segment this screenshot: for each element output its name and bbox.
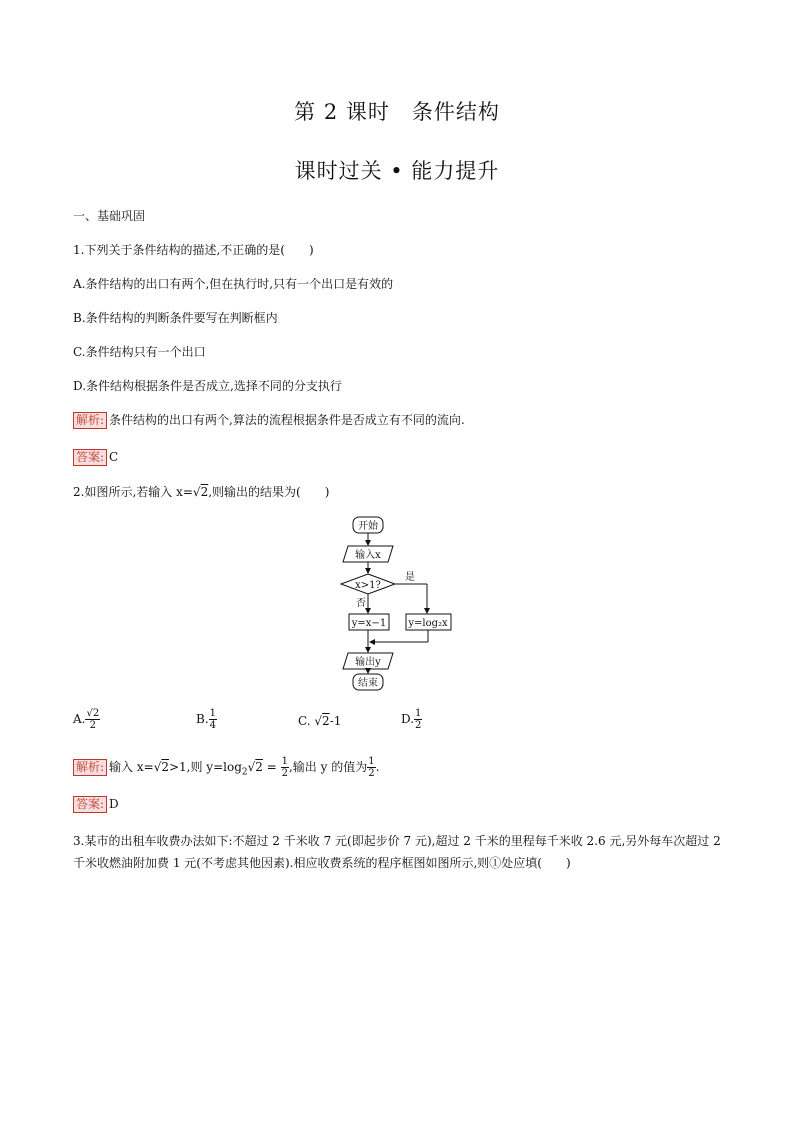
analysis-tag: 解析: <box>73 412 107 429</box>
q2-option-c: C. √2-1 <box>298 714 342 728</box>
q1-option-d: D.条件结构根据条件是否成立,选择不同的分支执行 <box>73 379 342 393</box>
frac-den: 2 <box>89 720 97 731</box>
q1-answer <box>73 449 118 466</box>
frac-num: 1 <box>415 708 422 719</box>
frac-num: 1 <box>368 756 375 767</box>
q2-stem: 2.如图所示,若输入 x=√2,则输出的结果为( ) <box>73 485 330 499</box>
q2-analysis-part: . <box>375 760 380 774</box>
q1-option-c: C.条件结构只有一个出口 <box>73 345 206 359</box>
frac-num: √2 <box>86 708 100 719</box>
q1-analysis <box>73 412 465 429</box>
frac-den: 2 <box>281 768 288 779</box>
section-heading: 一、基础巩固 <box>73 209 146 223</box>
q2-stem-post: ,则输出的结果为( ) <box>208 485 330 499</box>
q2-stem-pre: 2.如图所示,若输入 x= <box>73 485 193 499</box>
q2-analysis-rad: 2 <box>161 760 169 774</box>
answer-tag: 答案: <box>73 796 107 813</box>
flowchart <box>330 512 470 692</box>
q2-analysis-frac <box>281 756 289 779</box>
answer-tag: 答案: <box>73 449 107 466</box>
flow-end-label: 结束 <box>358 678 378 689</box>
q2-option-d-label: D. <box>401 712 415 726</box>
q2-option-c-label: C. <box>298 714 311 728</box>
frac-den: 2 <box>368 768 375 779</box>
flow-right-label: y=log₂x <box>408 618 448 629</box>
q1-analysis-text: 条件结构的出口有两个,算法的流程根据条件是否成立有不同的流向. <box>109 413 465 427</box>
frac-num: 1 <box>209 708 217 719</box>
q2-analysis-sub: 2 <box>241 767 248 778</box>
q2-option-a <box>73 708 100 731</box>
flow-input-label: 输入x <box>355 550 381 561</box>
q2-analysis-part: ,输出 y 的值为 <box>288 760 368 774</box>
q3-stem: 3.某市的出租车收费办法如下:不超过 2 千米收 7 元(即起步价 7 元),超过 2 千米的里程每千米收 2.6 元,另外每车次超过 2 千米收燃油附加费 1 元(不考虑其他因素).相应收费系统的程序框图如图所示,则①处应填( ) <box>73 834 721 870</box>
q2-answer <box>73 796 119 813</box>
q2-analysis: 解析: 输入 x=√2>1,则 $y=\log_2√2$ = $\frac{1}{2}$ ,输出 y 的值为 $\frac{1}{2}$ . <box>73 756 379 780</box>
page-title: 第 2 课时 条件结构 <box>294 100 500 124</box>
q2-stem-rad: 2 <box>200 485 209 499</box>
frac-num: 1 <box>281 756 288 767</box>
q2-option-a-label: A. <box>73 712 86 726</box>
page-subtitle: 课时过关 • 能力提升 <box>294 159 500 183</box>
flow-decision-label: x>1? <box>355 580 381 591</box>
q2-analysis-part: = <box>262 760 281 774</box>
q2-option-d-frac <box>414 708 422 731</box>
q2-option-b <box>196 708 217 731</box>
frac-den: 2 <box>415 720 422 731</box>
flow-no-label: 否 <box>356 598 366 609</box>
q2-analysis-rad: 2 <box>255 760 263 774</box>
q2-option-c-rest: -1 <box>329 714 342 728</box>
q2-option-a-frac <box>85 708 100 731</box>
flow-yes-label: 是 <box>405 572 415 583</box>
q2-option-b-frac <box>209 708 217 731</box>
q1-stem: 1.下列关于条件结构的描述,不正确的是( ) <box>73 243 314 257</box>
q2-answer-text: D <box>109 797 119 811</box>
q2-analysis-frac <box>367 756 375 779</box>
flow-output-label: 输出y <box>355 657 381 668</box>
q2-option-b-label: B. <box>196 712 209 726</box>
analysis-tag: 解析: <box>73 759 107 776</box>
q1-option-a: A.条件结构的出口有两个,但在执行时,只有一个出口是有效的 <box>73 277 394 291</box>
q2-option-c-rad: 2 <box>322 714 330 728</box>
q1-answer-text: C <box>109 450 119 464</box>
q2-analysis-part: >1,则 y=log <box>168 760 242 774</box>
q2-analysis-part: 输入 x= <box>109 760 154 774</box>
flow-left-label: y=x−1 <box>351 618 387 629</box>
flow-start-label: 开始 <box>358 521 378 532</box>
frac-den: 4 <box>209 720 217 731</box>
q1-option-b: B.条件结构的判断条件要写在判断框内 <box>73 311 278 325</box>
q2-option-d <box>401 708 422 731</box>
